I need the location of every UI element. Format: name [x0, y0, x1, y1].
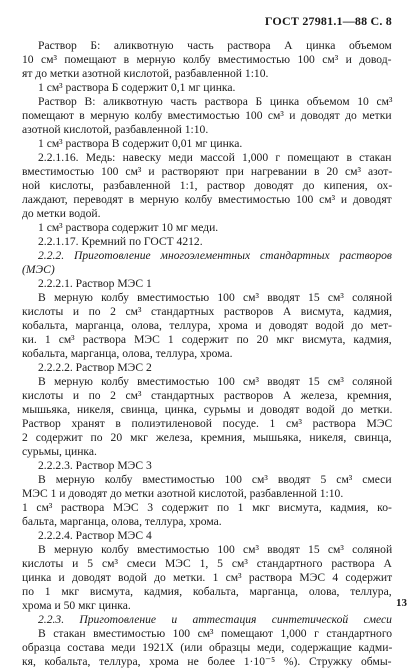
text-line: кислоты и по 2 см³ стандартных растворов А железа, кремния, — [22, 389, 392, 402]
text-line: мышьяка, никеля, свинца, цинка, сурьмы и доводят водой до метки. — [22, 403, 393, 416]
text-line: ной кислоты, разбавленной 1:1, раствор доводят до кипения, ох- — [22, 179, 393, 192]
section-heading: 2.2.3. Приготовление и аттестация синтетической смеси — [38, 613, 392, 626]
page-header: ГОСТ 27981.1—88 С. 8 — [264, 14, 392, 28]
text-line: кобальта, марганца, олова, теллура, хрома и доводят водой до мет- — [22, 319, 393, 332]
text-line: 1 см³ раствора МЭС 3 содержит по 1 мкг висмута, кадмия, ко- — [22, 501, 392, 514]
text-line: ки. 1 см³ раствора МЭС 1 содержит по 20 мкг висмута, кадмия, — [22, 333, 392, 346]
text-line: сурьмы, цинка. — [22, 445, 97, 458]
text-line: 1 см³ раствора Б содержит 0,1 мг цинка. — [38, 81, 236, 94]
subsection-heading: 2.2.2.2. Раствор МЭС 2 — [38, 361, 152, 374]
text-line: Раствор Б: аликвотную часть раствора А цинка объемом — [38, 39, 392, 52]
text-line: Раствор В: аликвотную часть раствора Б цинка объемом 10 см³ — [38, 95, 393, 108]
text-line: 10 см³ помещают в мерную колбу вместимостью 100 см³ и довод- — [22, 53, 392, 66]
text-line: Раствор хранят в полиэтиленовой посуде. 1 см³ раствора МЭС — [22, 417, 393, 430]
text-line: азотной кислотой, разбавленной 1:10. — [22, 123, 209, 136]
text-line: кислоты и 5 см³ смеси МЭС 1, 5 см³ стандартного раствора А — [22, 557, 392, 570]
text-line: помещают в мерную колбу вместимостью 100 см³ и доводят до метки — [22, 109, 392, 122]
text-line: кислоты и по 2 см³ стандартных растворов А висмута, кадмия, — [22, 305, 392, 318]
text-line: ят до метки азотной кислотой, разбавленной 1:10. — [22, 67, 269, 80]
text-line: МЭС 1 и доводят до метки азотной кислотой, разбавленной 1:10. — [22, 487, 344, 500]
text-line: В мерную колбу вместимостью 100 см³ вводят 5 см³ смеси — [38, 473, 392, 486]
text-line: вместимостью 100 см³ и растворяют при нагревании в 20 см³ азот- — [22, 165, 393, 178]
text-line: до метки водой. — [22, 207, 101, 220]
text-line: 1 см³ раствора В содержит 0,01 мг цинка. — [38, 137, 243, 150]
text-line: В мерную колбу вместимостью 100 см³ вводят 15 см³ соляной — [38, 543, 393, 556]
text-line: образца состава меди 1921Х (или образцы меди, содержащие кадми- — [22, 641, 393, 654]
text-line: кя, кобальта, теллура, хрома не более 1·10⁻⁵ %). Стружку обмы- — [22, 655, 392, 668]
subsection-heading: 2.2.2.1. Раствор МЭС 1 — [38, 277, 152, 290]
text-line: лаждают, переводят в мерную колбу вместимостью 100 см³ и доводят — [22, 193, 392, 206]
page-number: 13 — [396, 597, 407, 609]
text-line: 1 см³ раствора содержит 10 мг меди. — [38, 221, 219, 234]
text-line: 2.2.1.17. Кремний по ГОСТ 4212. — [38, 235, 203, 248]
text-line: кобальта, марганца, олова, теллура, хрома. — [22, 347, 233, 360]
text-line: 2 содержит по 20 мкг железа, кремния, мышьяка, никеля, свинца, — [22, 431, 392, 444]
text-line: хрома и 50 мкг цинка. — [22, 599, 131, 612]
text-line: цинка и доводят водой до метки. 1 см³ раствора МЭС 4 содержит — [22, 571, 393, 584]
text-line: В стакан вместимостью 100 см³ помещают 1,000 г стандартного — [38, 627, 393, 640]
text-line: В мерную колбу вместимостью 100 см³ вводят 15 см³ соляной — [38, 291, 393, 304]
text-line: 2.2.1.16. Медь: навеску меди массой 1,000 г помещают в стакан — [38, 151, 392, 164]
section-heading: 2.2.2. Приготовление многоэлементных стандартных растворов — [38, 249, 392, 262]
subsection-heading: 2.2.2.3. Раствор МЭС 3 — [38, 459, 152, 472]
text-line: бальта, марганца, олова, теллура, хрома. — [22, 515, 222, 528]
subsection-heading: 2.2.2.4. Раствор МЭС 4 — [38, 529, 152, 542]
section-heading: (МЭС) — [22, 263, 55, 276]
text-line: по 1 мкг висмута, кадмия, кобальта, марганца, олова, теллура, — [22, 585, 392, 598]
text-line: В мерную колбу вместимостью 100 см³ вводят 15 см³ соляной — [38, 375, 393, 388]
